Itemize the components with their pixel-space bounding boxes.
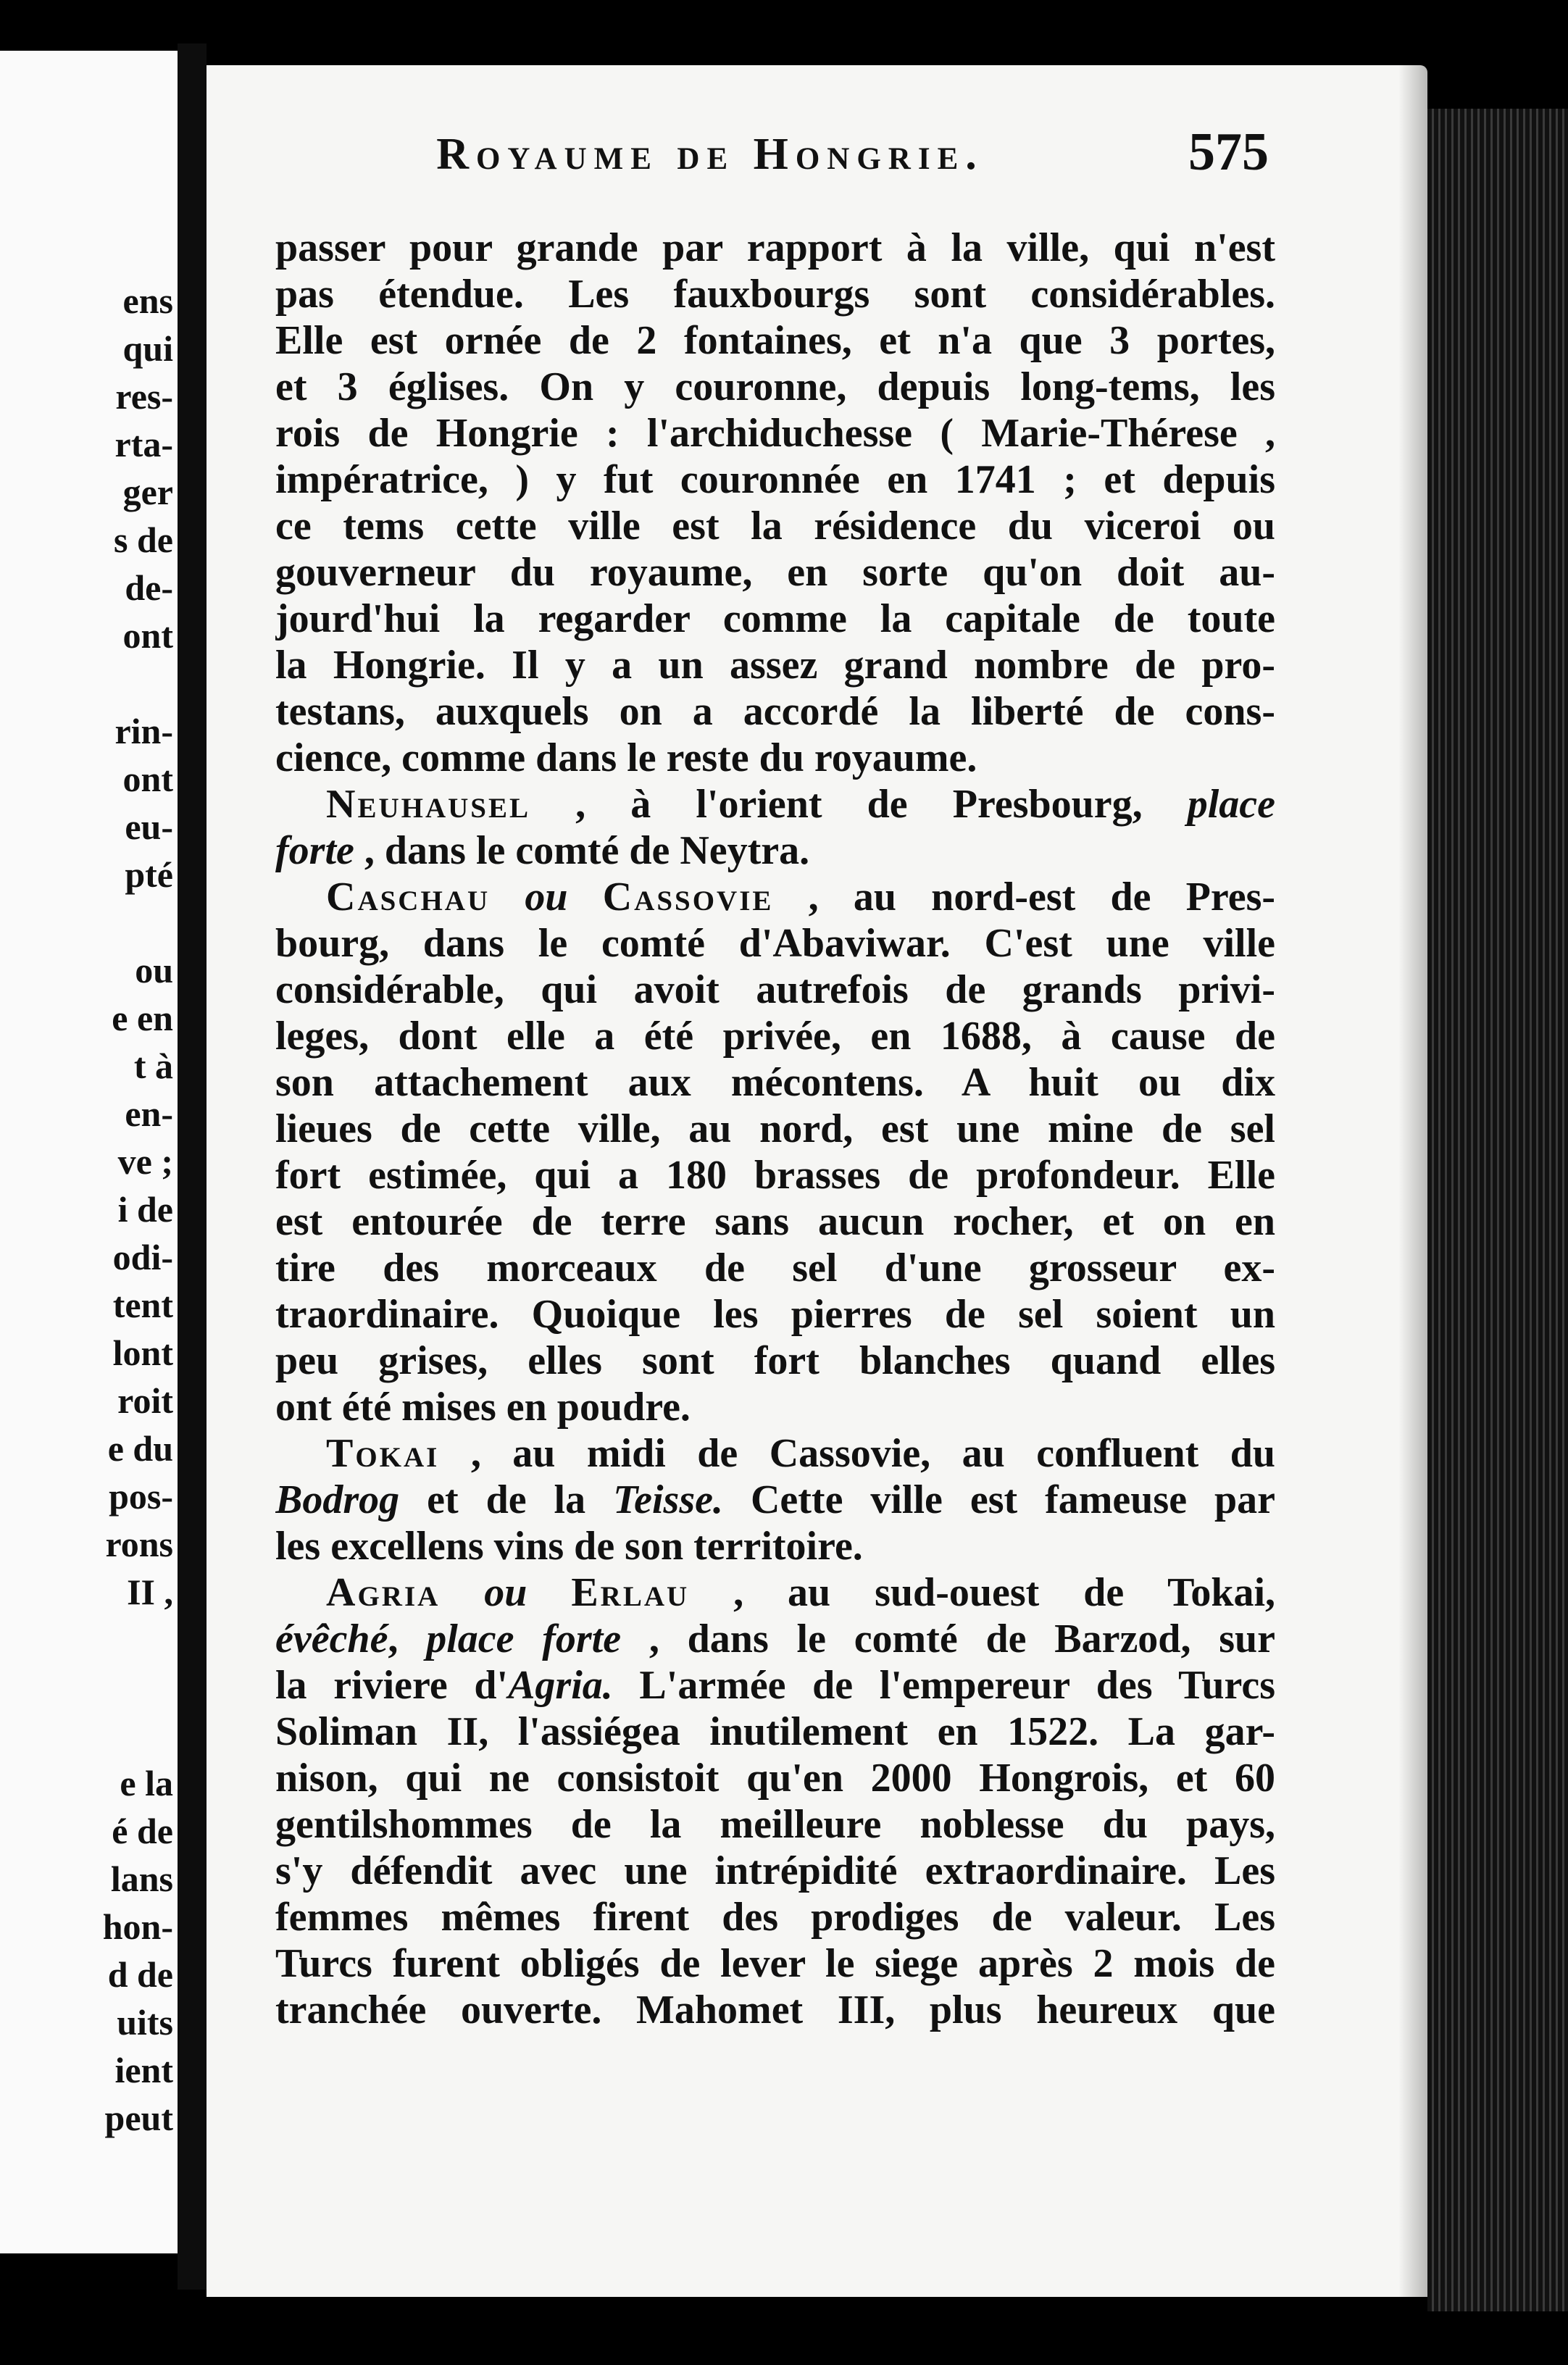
facing-page-fragment: é de <box>112 1811 173 1851</box>
facing-page-fragment: ger <box>122 472 173 512</box>
text-line <box>275 827 1275 874</box>
facing-page-fragment: ou <box>135 950 173 990</box>
facing-page-fragment: d de <box>107 1954 173 1995</box>
italic-run: Bodrog <box>275 1477 400 1522</box>
place-name: Neuhausel <box>326 782 530 827</box>
facing-page-fragment: ens <box>122 280 173 321</box>
place-name: Erlau <box>571 1570 690 1615</box>
italic-run: place forte <box>426 1617 622 1661</box>
text-line: peu grises, elles sont fort blanches quand elles <box>275 1338 1275 1383</box>
entry-caschau <box>275 874 1275 920</box>
facing-page-fragment: rons <box>105 1524 173 1564</box>
facing-page-fragment: s de <box>114 520 173 560</box>
text-line: lieues de cette ville, au nord, est une mine de sel <box>275 1106 1275 1151</box>
facing-page-fragment: odi- <box>112 1237 173 1277</box>
text-line: s'y défendit avec une intrépidité extraordinaire. Les <box>275 1848 1275 1893</box>
italic-run: Teisse. <box>613 1477 723 1522</box>
entry-tokai <box>275 1430 1275 1477</box>
text-line: impératrice, ) y fut couronnée en 1741 ; et depuis <box>275 457 1275 502</box>
facing-page-left <box>0 51 182 2253</box>
place-name: Tokai <box>326 1431 440 1476</box>
place-name: Agria <box>326 1570 441 1615</box>
text-line: gentilshommes de la meilleure noblesse du pays, <box>275 1802 1275 1847</box>
text-line: Turcs furent obligés de lever le siege après 2 mois de <box>275 1941 1275 1986</box>
text-run: , dans le comté de Barzod, sur <box>649 1617 1275 1661</box>
facing-page-fragment: qui <box>122 328 173 369</box>
place-name: Caschau <box>326 875 491 919</box>
facing-page-fragment: lont <box>112 1332 173 1373</box>
text-line: considérable, qui avoit autrefois de grands privi- <box>275 967 1275 1012</box>
text-line: et 3 églises. On y couronne, depuis long-tems, les <box>275 364 1275 409</box>
text-line: femmes mêmes firent des prodiges de valeur. Les <box>275 1895 1275 1940</box>
italic-run: évêché <box>275 1617 388 1661</box>
facing-page-fragment: res- <box>115 376 173 417</box>
facing-page-fragment: roit <box>117 1380 173 1421</box>
entry-agria <box>275 1569 1275 1616</box>
facing-page-fragment: ont <box>122 615 173 656</box>
text-line: rois de Hongrie : l'archiduchesse ( Marie-Thérese , <box>275 411 1275 456</box>
text-line: cience, comme dans le reste du royaume. <box>275 735 977 780</box>
italic-run: forte <box>275 828 354 873</box>
facing-page-fragment: e en <box>112 998 173 1038</box>
facing-page-fragment: lans <box>110 1859 173 1899</box>
text-line: bourg, dans le comté d'Abaviwar. C'est une ville <box>275 921 1275 966</box>
facing-page-fragment: peut <box>104 2098 173 2138</box>
entry-neuhausel <box>275 781 1275 827</box>
text-run: , au midi de Cassovie, au confluent du <box>470 1431 1275 1476</box>
text-line: les excellens vins de son territoire. <box>275 1524 863 1569</box>
facing-page-fragment: ient <box>114 2050 173 2090</box>
italic-run: ou <box>525 875 568 919</box>
text-run: , au sud-ouest de Tokai, <box>733 1570 1275 1615</box>
facing-page-fragment: ve ; <box>117 1141 173 1182</box>
facing-page-fragment: e du <box>107 1428 173 1469</box>
text-run: L'armée de l'empereur des Turcs <box>639 1663 1275 1708</box>
book-gutter <box>178 43 207 2290</box>
body-text <box>275 225 1275 2033</box>
text-line: est entourée de terre sans aucun rocher, et on en <box>275 1199 1275 1244</box>
facing-page-fragment: i de <box>117 1189 173 1230</box>
facing-page-fragment: II , <box>127 1572 173 1612</box>
text-run: Cette ville est fameuse par <box>750 1477 1275 1522</box>
page-edge-shadow <box>1398 65 1427 2297</box>
facing-page-fragment: t à <box>133 1046 173 1086</box>
text-line: Elle est ornée de 2 fontaines, et n'a que 3 portes, <box>275 318 1275 363</box>
text-run: , dans le comté de Neytra. <box>364 828 810 873</box>
text-run: , à l'orient de Presbourg, <box>575 782 1143 827</box>
facing-page-fragment: rta- <box>114 424 173 464</box>
facing-page-fragment: tent <box>112 1285 173 1325</box>
text-run: et de la <box>427 1477 586 1522</box>
italic-run: ou <box>484 1570 527 1615</box>
text-line: traordinaire. Quoique les pierres de sel soient un <box>275 1292 1275 1337</box>
facing-page-fragment: de- <box>125 567 173 608</box>
facing-page-fragment: eu- <box>125 806 173 847</box>
text-line: fort estimée, qui a 180 brasses de profondeur. Elle <box>275 1153 1275 1198</box>
text-run: , au nord-est de Pres- <box>808 875 1275 919</box>
text-line: pas étendue. Les fauxbourgs sont considérables. <box>275 272 1275 317</box>
text-line: leges, dont elle a été privée, en 1688, à cause de <box>275 1014 1275 1059</box>
text-line: ont été mises en poudre. <box>275 1385 691 1430</box>
text-line: la Hongrie. Il y a un assez grand nombre de pro- <box>275 643 1275 688</box>
facing-page-fragment: en- <box>125 1093 173 1134</box>
italic-run: place <box>1187 782 1275 827</box>
text-line <box>275 1616 1275 1662</box>
facing-page-fragment: ont <box>122 759 173 799</box>
text-line <box>275 1477 1275 1523</box>
place-name: Cassovie <box>602 875 774 919</box>
text-line: Soliman II, l'assiégea inutilement en 1522. La gar- <box>275 1709 1275 1754</box>
facing-page-fragment: uits <box>117 2002 173 2043</box>
text-line: son attachement aux mécontens. A huit ou dix <box>275 1060 1275 1105</box>
text-line: nison, qui ne consistoit qu'en 2000 Hongrois, et 60 <box>275 1756 1275 1801</box>
page-edges-stack <box>1427 109 1568 2311</box>
italic-run: Agria. <box>508 1663 613 1708</box>
facing-page-fragment: rin- <box>114 711 173 751</box>
text-run: la riviere d' <box>275 1663 509 1708</box>
facing-page-fragment: hon- <box>102 1906 173 1947</box>
text-line: ce tems cette ville est la résidence du viceroi ou <box>275 504 1275 549</box>
text-line <box>275 1662 1275 1709</box>
facing-page-fragment: pos- <box>109 1476 173 1517</box>
text-line: testans, auxquels on a accordé la liberté de cons- <box>275 689 1275 734</box>
text-line: gouverneur du royaume, en sorte qu'on doit au- <box>275 550 1275 595</box>
page-number: 575 <box>1188 122 1269 182</box>
facing-page-fragment: pté <box>125 854 173 895</box>
text-run: , <box>388 1617 399 1661</box>
text-line: tire des morceaux de sel d'une grosseur ex- <box>275 1246 1275 1290</box>
text-line: passer pour grande par rapport à la ville, qui n'est <box>275 225 1275 270</box>
running-head: Royaume de Hongrie. <box>436 130 984 179</box>
facing-page-fragment: e la <box>120 1763 173 1803</box>
text-line: jourd'hui la regarder comme la capitale de toute <box>275 596 1275 641</box>
text-line: tranchée ouverte. Mahomet III, plus heureux que <box>275 1987 1275 2032</box>
